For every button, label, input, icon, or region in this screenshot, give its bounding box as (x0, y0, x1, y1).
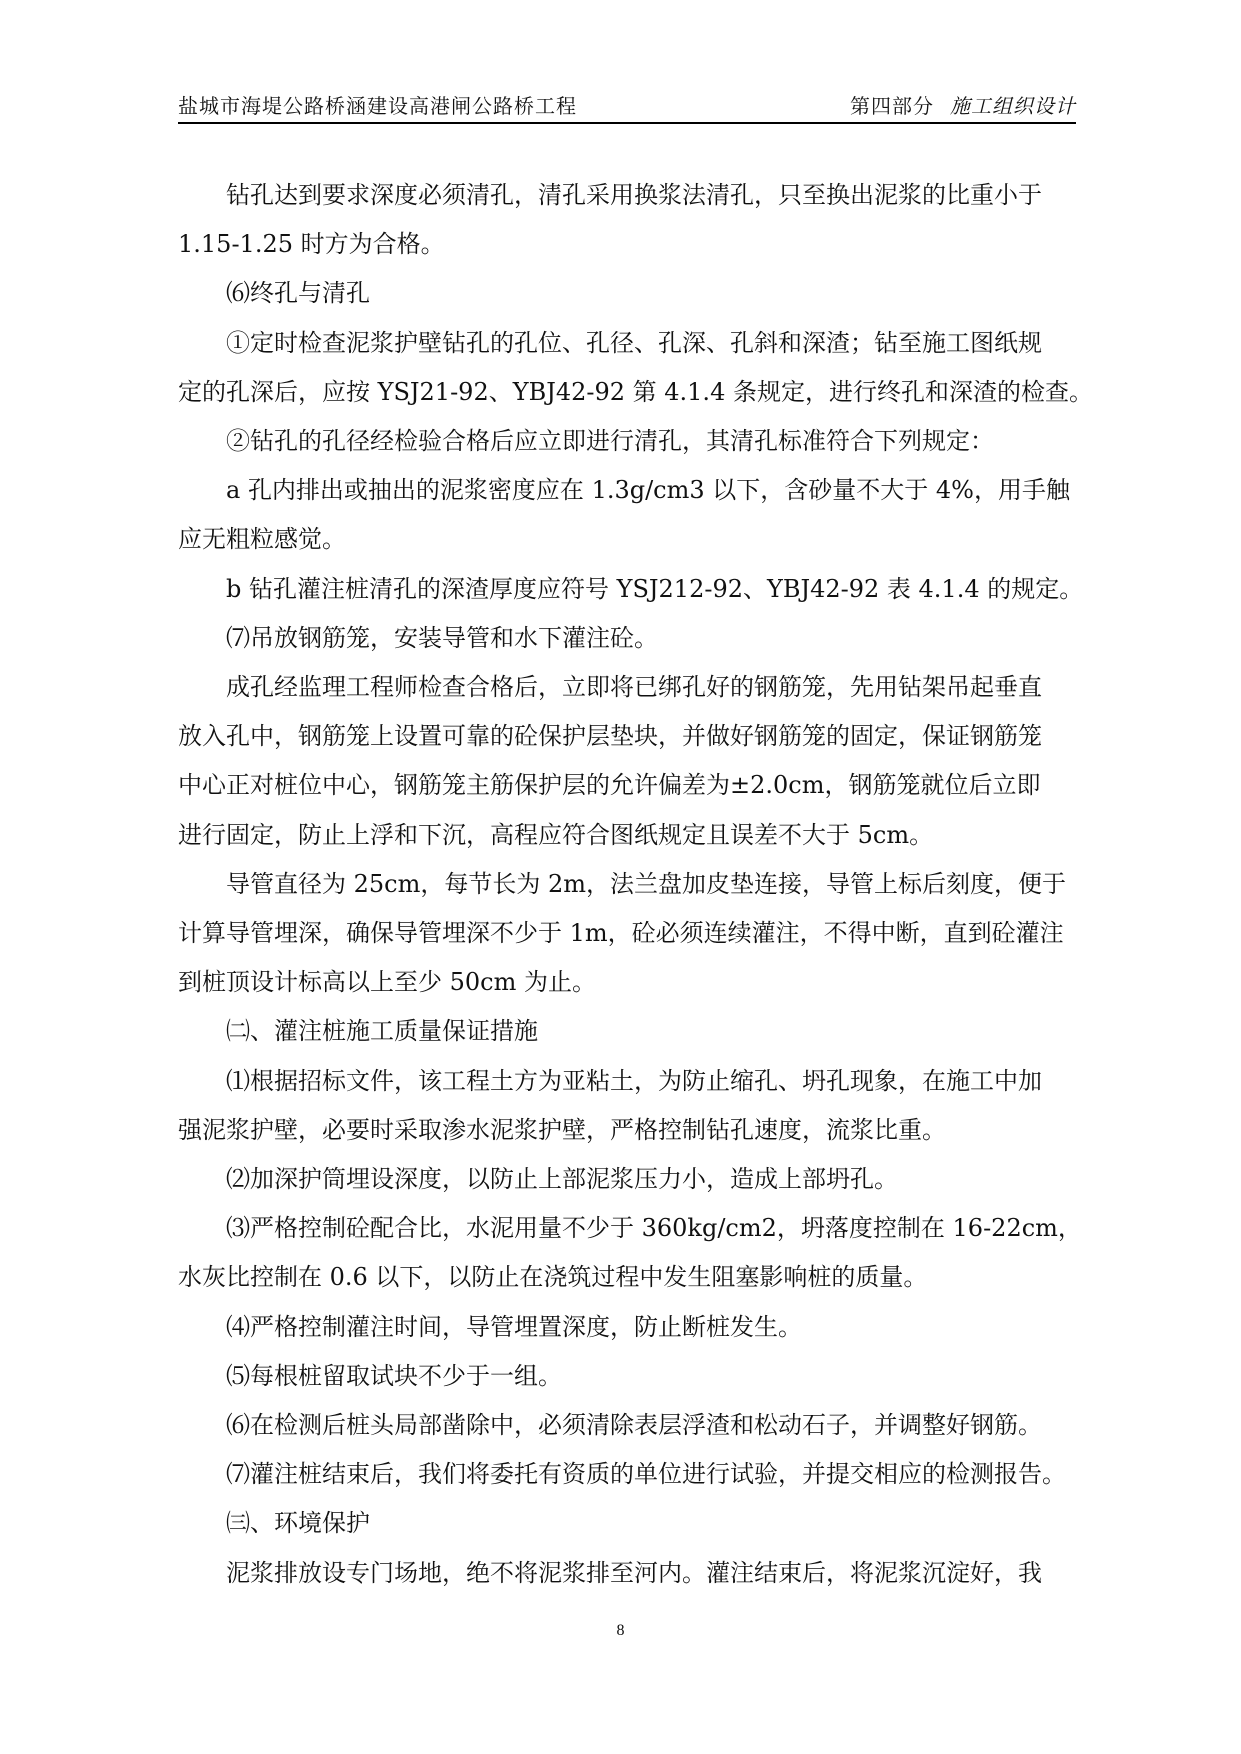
header-section-title: 施工组织设计 (950, 94, 1076, 118)
text-line: 进行固定，防止上浮和下沉，高程应符合图纸规定且误差不大于 5cm。 (178, 820, 934, 849)
text-line: 中心正对桩位中心，钢筋笼主筋保护层的允许偏差为±2.0cm，钢筋笼就位后立即 (178, 771, 1041, 800)
text-line: a 孔内排出或抽出的泥浆密度应在 1.3g/cm3 以下，含砂量不大于 4%，用手触 (226, 476, 1070, 505)
header-section (850, 90, 1076, 119)
text-line: ⑵加深护筒埋设深度，以防止上部泥浆压力小，造成上部坍孔。 (226, 1165, 898, 1193)
text-line: ⑴根据招标文件，该工程土方为亚粘土，为防止缩孔、坍孔现象，在施工中加 (226, 1066, 1042, 1095)
text-line: 泥浆排放设专门场地，绝不将泥浆排至河内。灌注结束后，将泥浆沉淀好，我 (226, 1558, 1042, 1587)
text-line: 计算导管埋深，确保导管埋深不少于 1m，砼必须连续灌注，不得中断，直到砼灌注 (178, 919, 1064, 947)
text-line: ⑷严格控制灌注时间，导管埋置深度，防止断桩发生。 (226, 1312, 802, 1341)
text-line: 导管直径为 25cm，每节长为 2m，法兰盘加皮垫连接，导管上标后刻度，便于 (226, 869, 1067, 898)
text-line: b 钻孔灌注桩清孔的深渣厚度应符号 YSJ212-92、YBJ42-92 表 4.1.4 的规定。 (226, 574, 1084, 603)
text-line: 水灰比控制在 0.6 以下，以防止在浇筑过程中发生阻塞影响桩的质量。 (178, 1263, 928, 1292)
text-line: 成孔经监理工程师检查合格后，立即将已绑孔好的钢筋笼，先用钻架吊起垂直 (226, 673, 1042, 701)
text-line: 定的孔深后，应按 YSJ21-92、YBJ42-92 第 4.1.4 条规定，进行终孔和深渣的检查。 (178, 377, 1093, 406)
text-line: ⑺吊放钢筋笼，安装导管和水下灌注砼。 (226, 623, 658, 652)
text-line: 到桩顶设计标高以上至少 50cm 为止。 (178, 968, 596, 997)
text-line: ①定时检查泥浆护壁钻孔的孔位、孔径、孔深、孔斜和深渣；钻至施工图纸规 (226, 328, 1042, 357)
text-line: ⑸每根桩留取试块不少于一组。 (226, 1361, 562, 1390)
page-number: 8 (616, 1622, 625, 1639)
text-line: ⑶严格控制砼配合比，水泥用量不少于 360kg/cm2，坍落度控制在 16-22cm， (226, 1214, 1082, 1243)
text-line: 应无粗粒感觉。 (178, 525, 346, 554)
text-line: 钻孔达到要求深度必须清孔，清孔采用换浆法清孔，只至换出泥浆的比重小于 (226, 181, 1042, 209)
text-line: 放入孔中，钢筋笼上设置可靠的砼保护层垫块，并做好钢筋笼的固定，保证钢筋笼 (178, 722, 1042, 751)
page-header (178, 84, 1076, 124)
text-line: ⑹终孔与清孔 (226, 279, 370, 308)
text-line: ②钻孔的孔径经检验合格后应立即进行清孔，其清孔标准符合下列规定： (226, 427, 994, 455)
text-line: ㈢、环境保护 (226, 1509, 370, 1538)
header-part-label: 第四部分 (850, 94, 934, 118)
header-rule (178, 122, 1076, 124)
text-line: ⑹在检测后桩头局部凿除中，必须清除表层浮渣和松动石子，并调整好钢筋。 (226, 1411, 1042, 1439)
text-line: 强泥浆护壁，必要时采取渗水泥浆护壁，严格控制钻孔速度，流浆比重。 (178, 1115, 946, 1144)
header-project-title: 盐城市海堤公路桥涵建设高港闸公路桥工程 (178, 94, 577, 118)
text-line: ㈡、灌注桩施工质量保证措施 (226, 1017, 538, 1046)
text-line: ⑺灌注桩结束后，我们将委托有资质的单位进行试验，并提交相应的检测报告。 (226, 1460, 1066, 1489)
text-line: 1.15-1.25 时方为合格。 (178, 230, 445, 259)
